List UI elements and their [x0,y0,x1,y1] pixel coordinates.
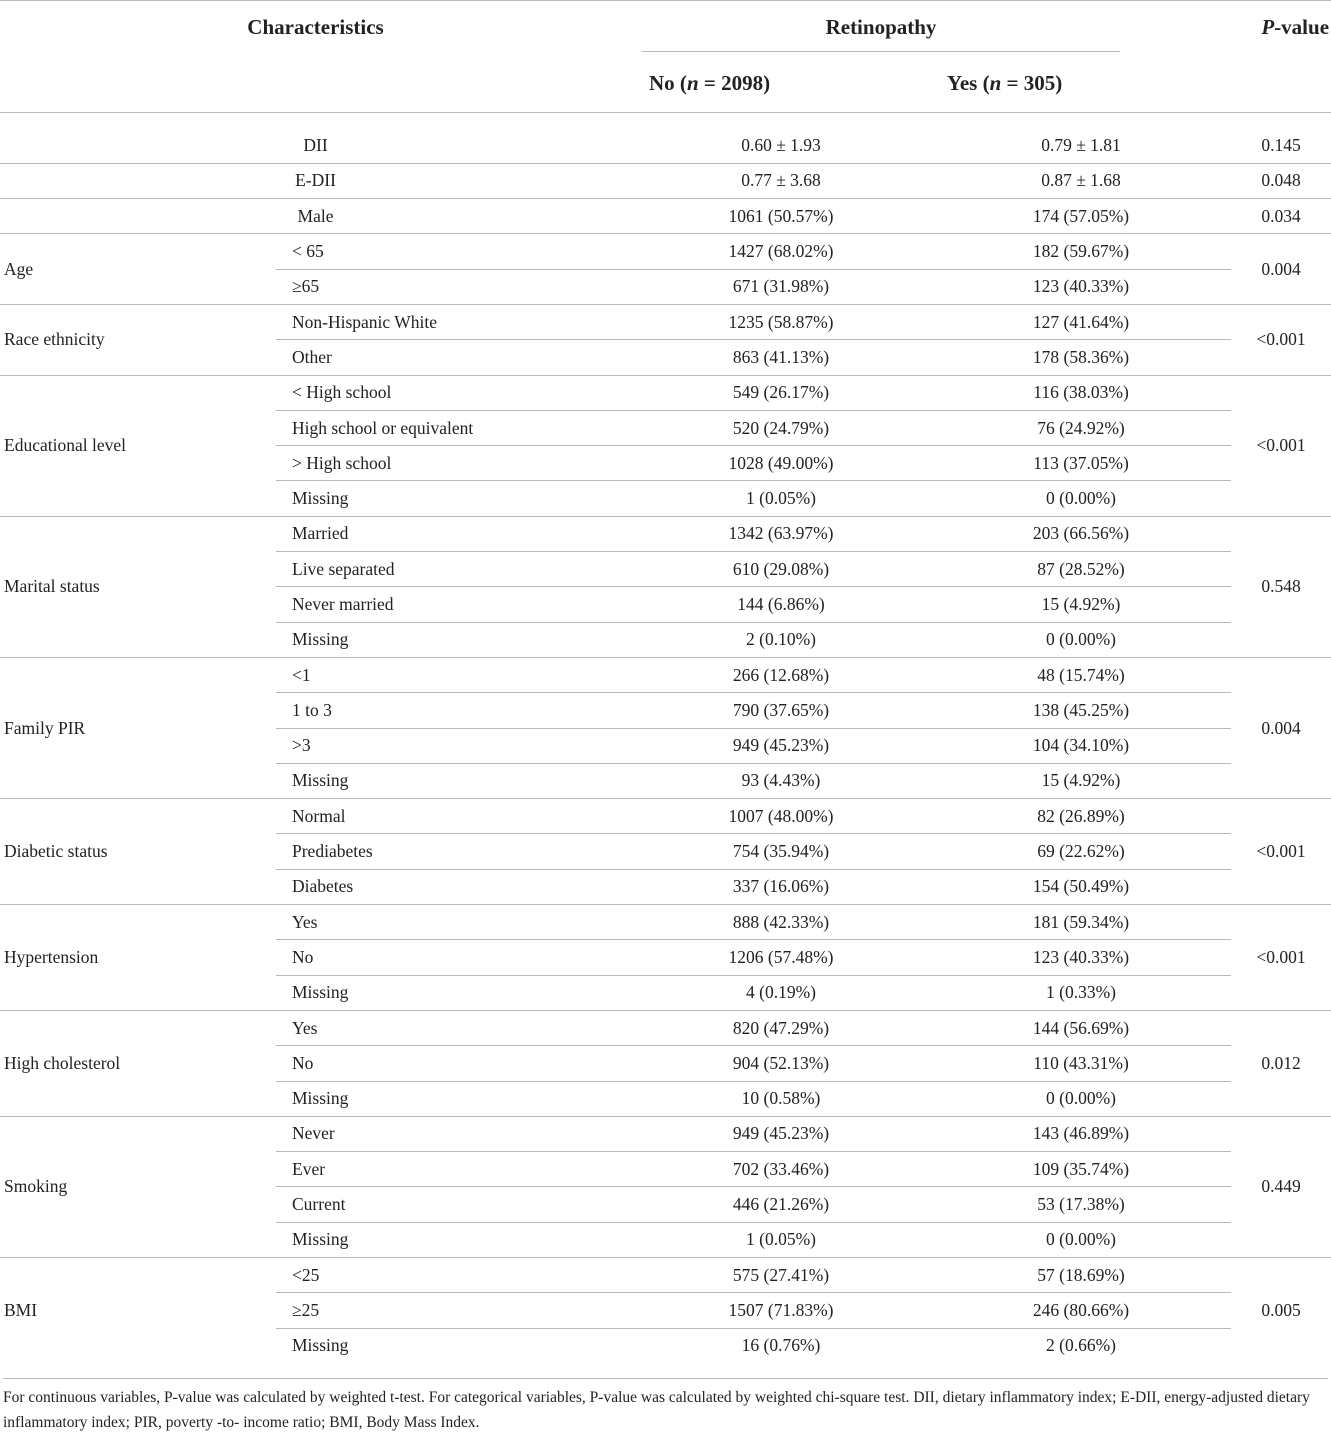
subgroup-label: Ever [276,1152,631,1187]
group-label: Age [0,234,276,305]
group-label: BMI [0,1258,276,1363]
subgroup-label: Other [276,340,631,375]
subgroup-label: < 65 [276,234,631,269]
no-value: 266 (12.68%) [631,657,931,692]
p-value: <0.001 [1231,304,1331,375]
yes-value: 178 (58.36%) [931,340,1231,375]
subgroup-label: Never married [276,587,631,622]
no-value: 1235 (58.87%) [631,304,931,339]
table-row [0,905,1331,940]
yes-value: 110 (43.31%) [931,1046,1231,1081]
no-value: 1206 (57.48%) [631,940,931,975]
no-value: 446 (21.26%) [631,1187,931,1222]
subgroup-label: Non-Hispanic White [276,304,631,339]
subgroup-label: > High school [276,446,631,481]
yes-value: 246 (80.66%) [931,1293,1231,1328]
subgroup-label: Missing [276,481,631,516]
subgroup-label: Missing [276,1081,631,1116]
no-value: 1427 (68.02%) [631,234,931,269]
yes-value: 138 (45.25%) [931,693,1231,728]
no-value: 2 (0.10%) [631,622,931,657]
no-value: 93 (4.43%) [631,763,931,798]
group-label: Marital status [0,516,276,657]
yes-value: 76 (24.92%) [931,410,1231,445]
subgroup-label: Missing [276,1328,631,1363]
no-value: 0.77 ± 3.68 [631,163,931,198]
yes-value: 82 (26.89%) [931,799,1231,834]
yes-value: 15 (4.92%) [931,587,1231,622]
no-value: 863 (41.13%) [631,340,931,375]
subgroup-label: Married [276,516,631,551]
no-value: 820 (47.29%) [631,1010,931,1045]
yes-value: 15 (4.92%) [931,763,1231,798]
yes-value: 104 (34.10%) [931,728,1231,763]
yes-value: 127 (41.64%) [931,304,1231,339]
yes-value: 57 (18.69%) [931,1258,1231,1293]
no-value: 1507 (71.83%) [631,1293,931,1328]
group-label: Hypertension [0,905,276,1011]
subgroup-label: < High school [276,375,631,410]
p-value: 0.048 [1231,163,1331,198]
subgroup-label: Live separated [276,552,631,587]
no-value: 16 (0.76%) [631,1328,931,1363]
no-value: 949 (45.23%) [631,728,931,763]
p-value: 0.548 [1231,516,1331,657]
no-value: 1061 (50.57%) [631,199,931,234]
row-label: DII [303,135,328,156]
no-value: 144 (6.86%) [631,587,931,622]
subgroup-label: No [276,940,631,975]
table-row [0,799,1331,834]
yes-value: 116 (38.03%) [931,375,1231,410]
p-value: <0.001 [1231,799,1331,905]
no-group-header: No (n = 2098) [649,70,771,95]
p-value: <0.001 [1231,905,1331,1011]
table-row [0,375,1331,410]
yes-value: 0.79 ± 1.81 [1041,135,1121,156]
p-value: 0.449 [1231,1116,1331,1257]
group-label: Smoking [0,1116,276,1257]
no-value: 4 (0.19%) [631,975,931,1010]
subgroup-label: ≥65 [276,269,631,304]
yes-value: 48 (15.74%) [931,657,1231,692]
no-value: 549 (26.17%) [631,375,931,410]
no-value: 10 (0.58%) [631,1081,931,1116]
subgroup-label: <1 [276,657,631,692]
subgroup-label: Normal [276,799,631,834]
no-value: 1 (0.05%) [631,1222,931,1257]
table-row [0,1116,1331,1151]
p-value: 0.005 [1231,1258,1331,1363]
yes-value: 0 (0.00%) [931,622,1231,657]
subgroup-label: >3 [276,728,631,763]
table-row [0,234,1331,269]
no-value: 790 (37.65%) [631,693,931,728]
subgroup-label: 1 to 3 [276,693,631,728]
yes-value: 203 (66.56%) [931,516,1231,551]
subgroup-label: Yes [276,905,631,940]
yes-value: 109 (35.74%) [931,1152,1231,1187]
no-value: 671 (31.98%) [631,269,931,304]
yes-value: 123 (40.33%) [931,269,1231,304]
subgroup-label: ≥25 [276,1293,631,1328]
no-value: 888 (42.33%) [631,905,931,940]
yes-value: 1 (0.33%) [931,975,1231,1010]
subgroup-label: Prediabetes [276,834,631,869]
no-value: 949 (45.23%) [631,1116,931,1151]
group-label: Family PIR [0,657,276,798]
subgroup-label: <25 [276,1258,631,1293]
yes-value: 0 (0.00%) [931,481,1231,516]
p-value: 0.004 [1231,657,1331,798]
retinopathy-header [631,1,1231,55]
subgroup-label: Missing [276,1222,631,1257]
no-value: 0.60 ± 1.93 [741,135,821,156]
no-value: 1028 (49.00%) [631,446,931,481]
yes-value: 0 (0.00%) [931,1222,1231,1257]
no-value: 1007 (48.00%) [631,799,931,834]
subgroup-label: Missing [276,975,631,1010]
p-value: 0.012 [1231,1010,1331,1116]
yes-value: 144 (56.69%) [931,1010,1231,1045]
yes-value: 154 (50.49%) [931,869,1231,904]
table-row [0,516,1331,551]
retinopathy-title: Retinopathy [642,3,1120,52]
yes-value: 69 (22.62%) [931,834,1231,869]
subgroup-label: Missing [276,622,631,657]
no-value: 610 (29.08%) [631,552,931,587]
no-value: 520 (24.79%) [631,410,931,445]
table-row [0,657,1331,692]
table-row [0,1258,1331,1293]
yes-value: 181 (59.34%) [931,905,1231,940]
table-row [0,129,1331,164]
yes-value: 182 (59.67%) [931,234,1231,269]
table-footnote: For continuous variables, P-value was calculated by weighted t-test. For categorical variables, P-value was calculated by weighted chi-square test. DII, dietary inflammatory index; E-DII, energy-adjusted dietary inflammatory index; PIR, poverty -to- income ratio; BMI, Body Mass Index. [3,1378,1328,1435]
p-value: <0.001 [1231,375,1331,516]
subgroup-label: Diabetes [276,869,631,904]
table-row [0,304,1331,339]
yes-value: 113 (37.05%) [931,446,1231,481]
subgroup-label: Missing [276,763,631,798]
table-row [0,199,1331,234]
table-row [0,163,1331,198]
p-value: 0.004 [1231,234,1331,305]
no-value: 337 (16.06%) [631,869,931,904]
characteristics-header: Characteristics [0,1,631,55]
group-label: Diabetic status [0,799,276,905]
no-value: 1342 (63.97%) [631,516,931,551]
yes-value: 87 (28.52%) [931,552,1231,587]
subgroup-label: No [276,1046,631,1081]
p-value: 0.034 [1231,199,1331,234]
yes-value: 0 (0.00%) [931,1081,1231,1116]
yes-value: 2 (0.66%) [931,1328,1231,1363]
yes-group-header: Yes (n = 305) [947,70,1063,95]
yes-value: 174 (57.05%) [931,199,1231,234]
subgroup-label: Current [276,1187,631,1222]
yes-value: 0.87 ± 1.68 [931,163,1231,198]
table-row [0,1010,1331,1045]
group-label: High cholesterol [0,1010,276,1116]
subgroup-label: Never [276,1116,631,1151]
yes-value: 123 (40.33%) [931,940,1231,975]
group-label: Educational level [0,375,276,516]
p-value: 0.145 [1261,135,1301,156]
row-label: E-DII [0,163,631,198]
group-label: Race ethnicity [0,304,276,375]
no-value: 575 (27.41%) [631,1258,931,1293]
no-value: 904 (52.13%) [631,1046,931,1081]
subgroup-label: Yes [276,1010,631,1045]
subgroup-label: High school or equivalent [276,410,631,445]
yes-value: 143 (46.89%) [931,1116,1231,1151]
p-value-header: P-value [1231,1,1331,55]
row-label: Male [0,199,631,234]
yes-value: 53 (17.38%) [931,1187,1231,1222]
no-value: 1 (0.05%) [631,481,931,516]
no-value: 702 (33.46%) [631,1152,931,1187]
no-value: 754 (35.94%) [631,834,931,869]
